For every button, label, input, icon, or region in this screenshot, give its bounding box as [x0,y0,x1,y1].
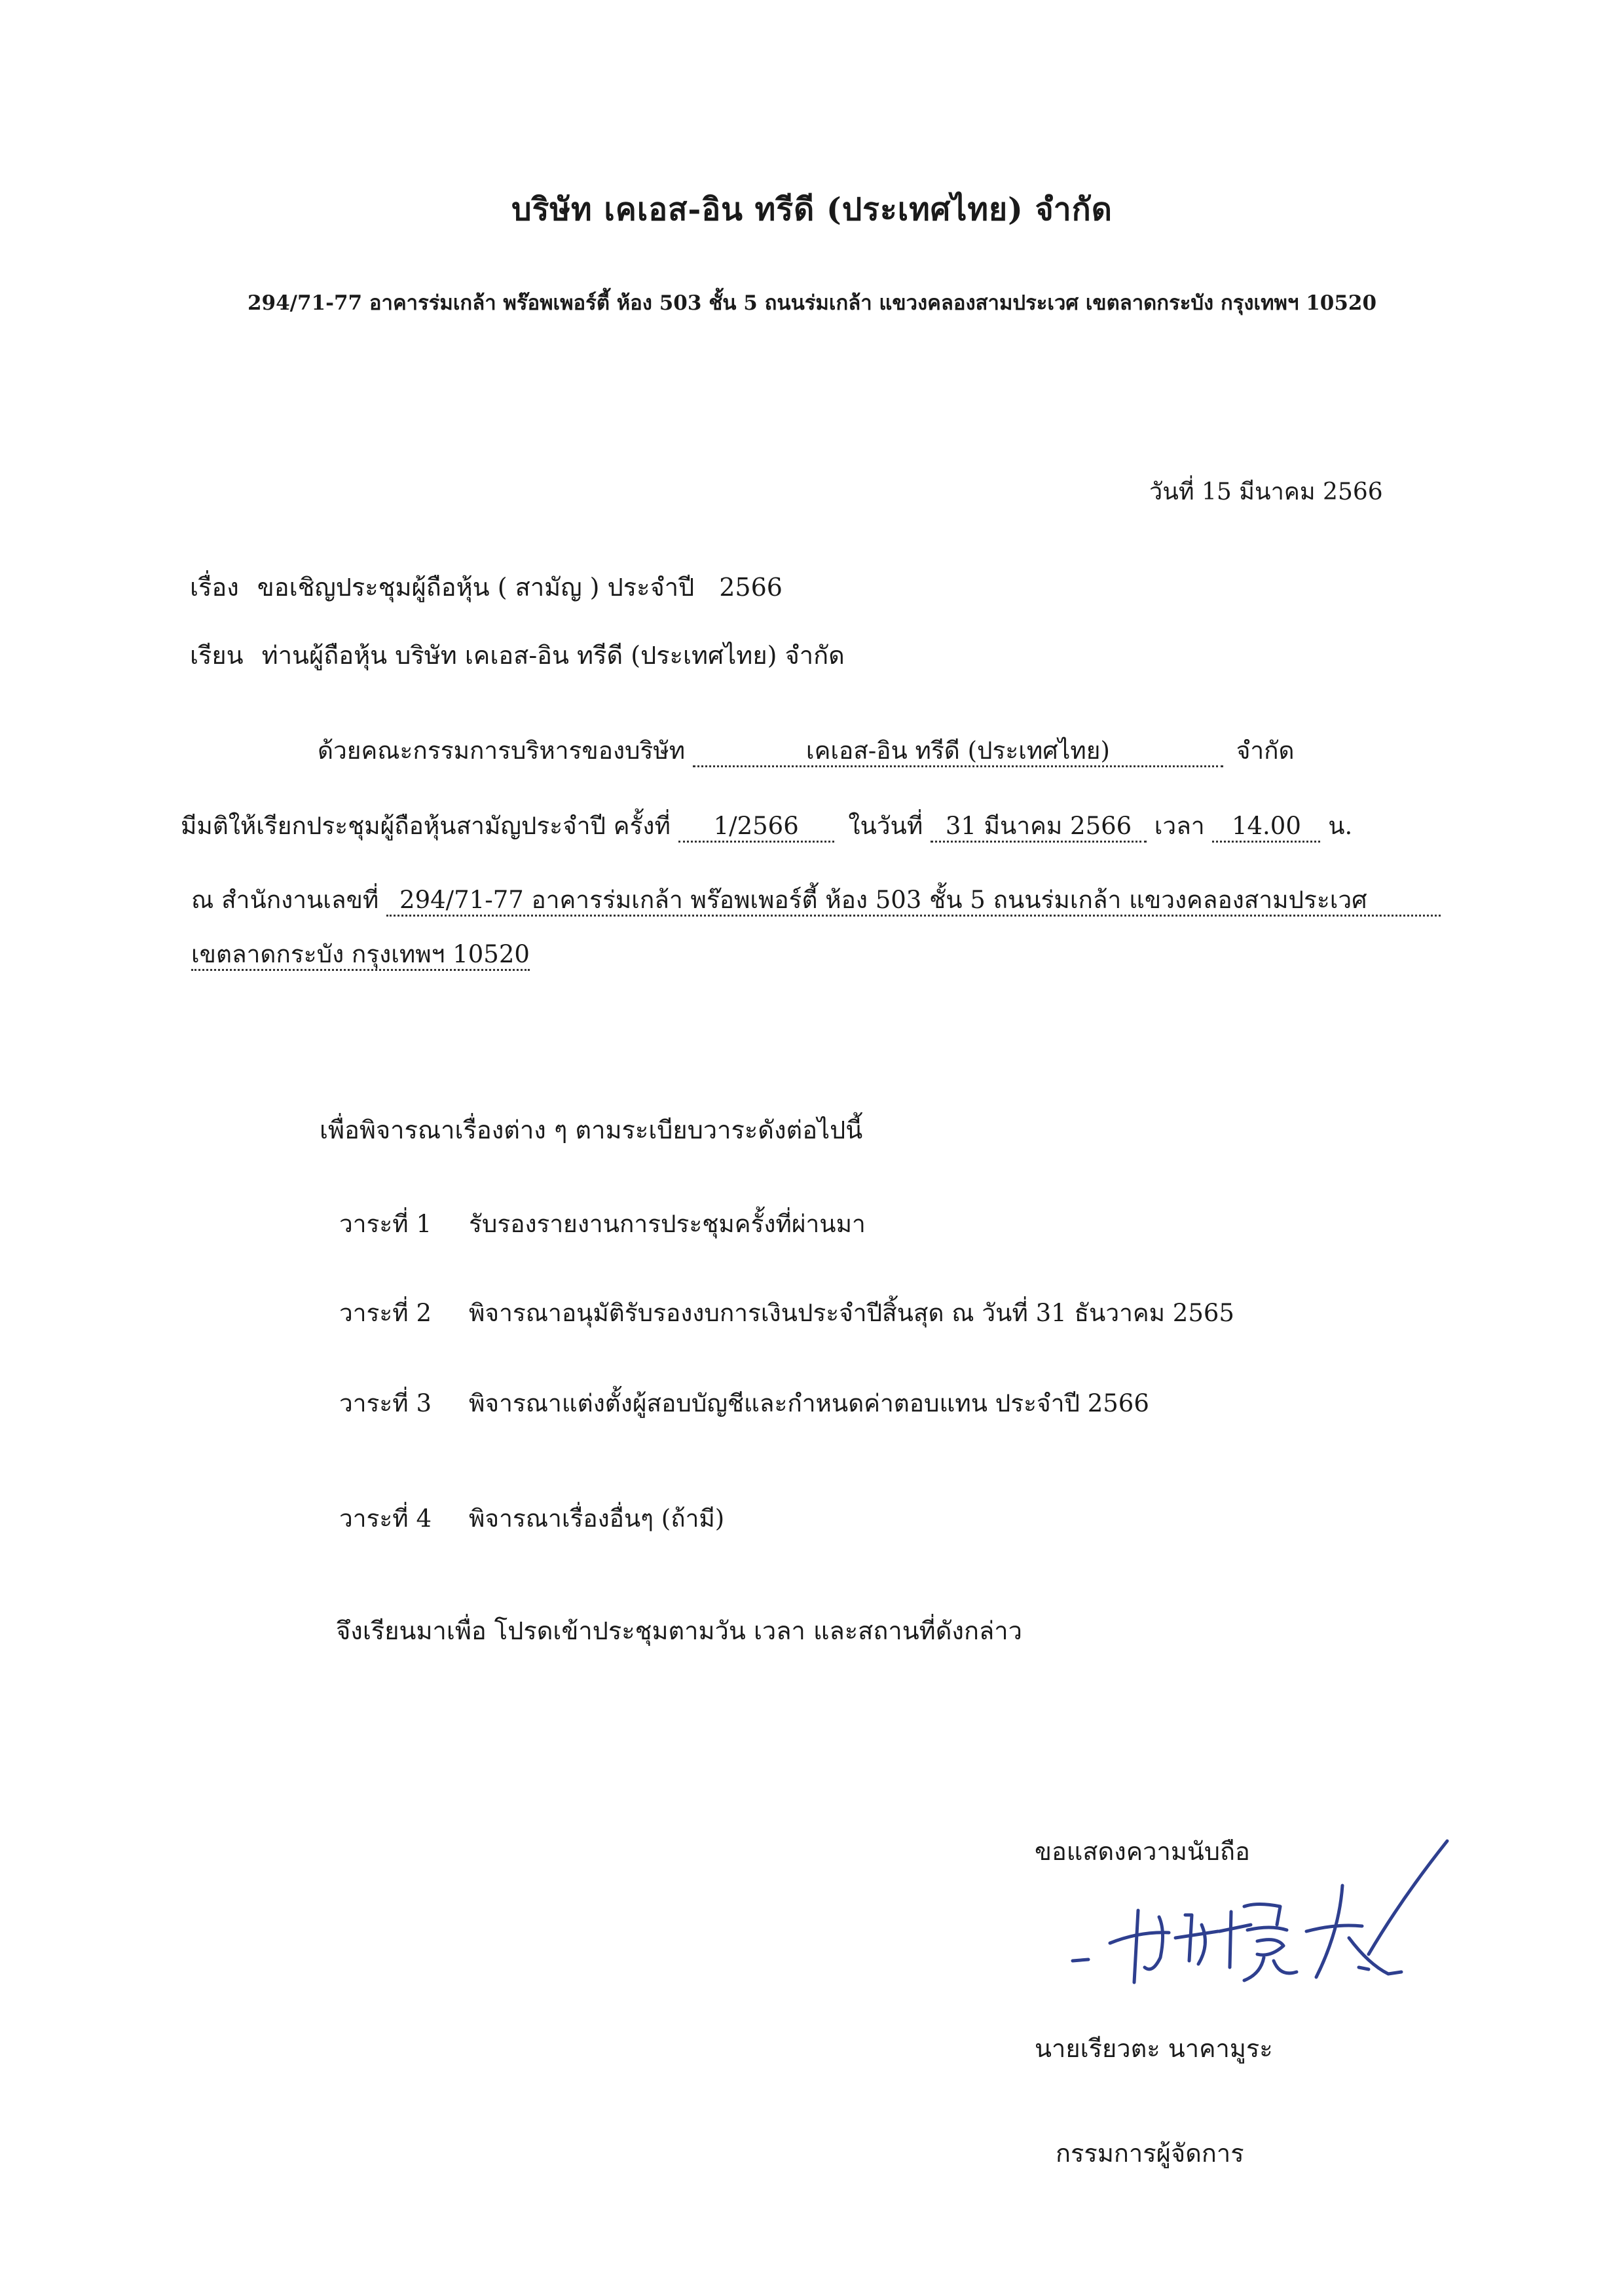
meeting-date-field: 31 มีนาคม 2566 [931,812,1147,843]
recipient-text: ท่านผู้ถือหุ้น บริษัท เคเอส-อิน ทรีดี (ประเทศไทย) จำกัด [261,641,845,670]
company-name: บริษัท เคเอส-อิน ทรีดี (ประเทศไทย) จำกัด [511,191,1113,228]
agenda-item [339,1205,866,1243]
agenda-text: พิจารณาอนุมัติรับรองงบการเงินประจำปีสิ้นสุด ณ วันที่ 31 ธันวาคม 2565 [469,1299,1234,1327]
agenda-item [339,1384,1149,1423]
agenda-number: วาระที่ 1 [339,1210,432,1238]
agenda-item [339,1294,1234,1332]
body-line-2 [181,807,1352,845]
agenda-item [339,1499,724,1538]
location-label: ณ สำนักงานเลขที่ [191,886,379,914]
company-address: 294/71-77 อาคารร่มเกล้า พร๊อพเพอร์ตี้ ห้อง 503 ชั้น 5 ถนนร่มเกล้า แขวงคลองสามประเวศ เขตลาดกระบัง กรุงเทพฯ 10520 [247,291,1377,315]
agenda-text: รับรองรายงานการประชุมครั้งที่ผ่านมา [469,1210,866,1238]
closing-text: จึงเรียนมาเพื่อ โปรดเข้าประชุมตามวัน เวลา และสถานที่ดังกล่าว [336,1616,1022,1645]
subject-year: 2566 [719,573,783,602]
body-line-4 [191,940,530,971]
agenda-intro: เพื่อพิจารณาเรื่องต่าง ๆ ตามระเบียบวาระดังต่อไปนี้ [320,1116,863,1144]
signer-title: กรรมการผู้จัดการ [1056,2139,1244,2168]
time-label: เวลา [1154,812,1205,840]
signature-image [1061,1833,1480,1997]
location-field-line2: เขตลาดกระบัง กรุงเทพฯ 10520 [191,941,530,971]
subject-row [190,567,783,607]
company-fill-field: เคเอส-อิน ทรีดี (ประเทศไทย) [693,737,1223,767]
agenda-number: วาระที่ 3 [339,1389,432,1417]
time-suffix: น. [1328,812,1353,840]
body-line-3 [191,881,1441,919]
agenda-number: วาระที่ 4 [339,1504,432,1533]
recipient-label: เรียน [190,641,244,670]
meeting-number-field: 1/2566 [678,812,834,843]
letter-date: วันที่ 15 มีนาคม 2566 [1149,479,1383,505]
recipient-row [190,635,845,675]
agenda-text: พิจารณาแต่งตั้งผู้สอบบัญชีและกำหนดค่าตอบแทน ประจำปี 2566 [469,1389,1149,1417]
subject-text: ขอเชิญประชุมผู้ถือหุ้น ( สามัญ ) ประจำปี [257,573,695,602]
location-field-line1: 294/71-77 อาคารร่มเกล้า พร๊อพเพอร์ตี้ ห้อง 503 ชั้น 5 ถนนร่มเกล้า แขวงคลองสามประเวศ [386,886,1441,917]
signer-name: นายเรียวตะ นาคามูระ [1035,2034,1273,2063]
meeting-time-field: 14.00 [1212,812,1320,843]
body-line1-prefix: ด้วยคณะกรรมการบริหารของบริษัท [318,737,686,765]
subject-label: เรื่อง [190,573,239,602]
regards-text: ขอแสดงความนับถือ [1035,1837,1250,1866]
agenda-text: พิจารณาเรื่องอื่นๆ (ถ้ามี) [469,1504,725,1533]
body-line2-prefix: มีมติให้เรียกประชุมผู้ถือหุ้นสามัญประจำปี ครั้งที่ [181,812,671,840]
body-line1-suffix: จำกัด [1236,737,1295,765]
agenda-number: วาระที่ 2 [339,1299,432,1327]
body-line-1 [318,731,1295,770]
date-label: ในวันที่ [848,812,923,840]
